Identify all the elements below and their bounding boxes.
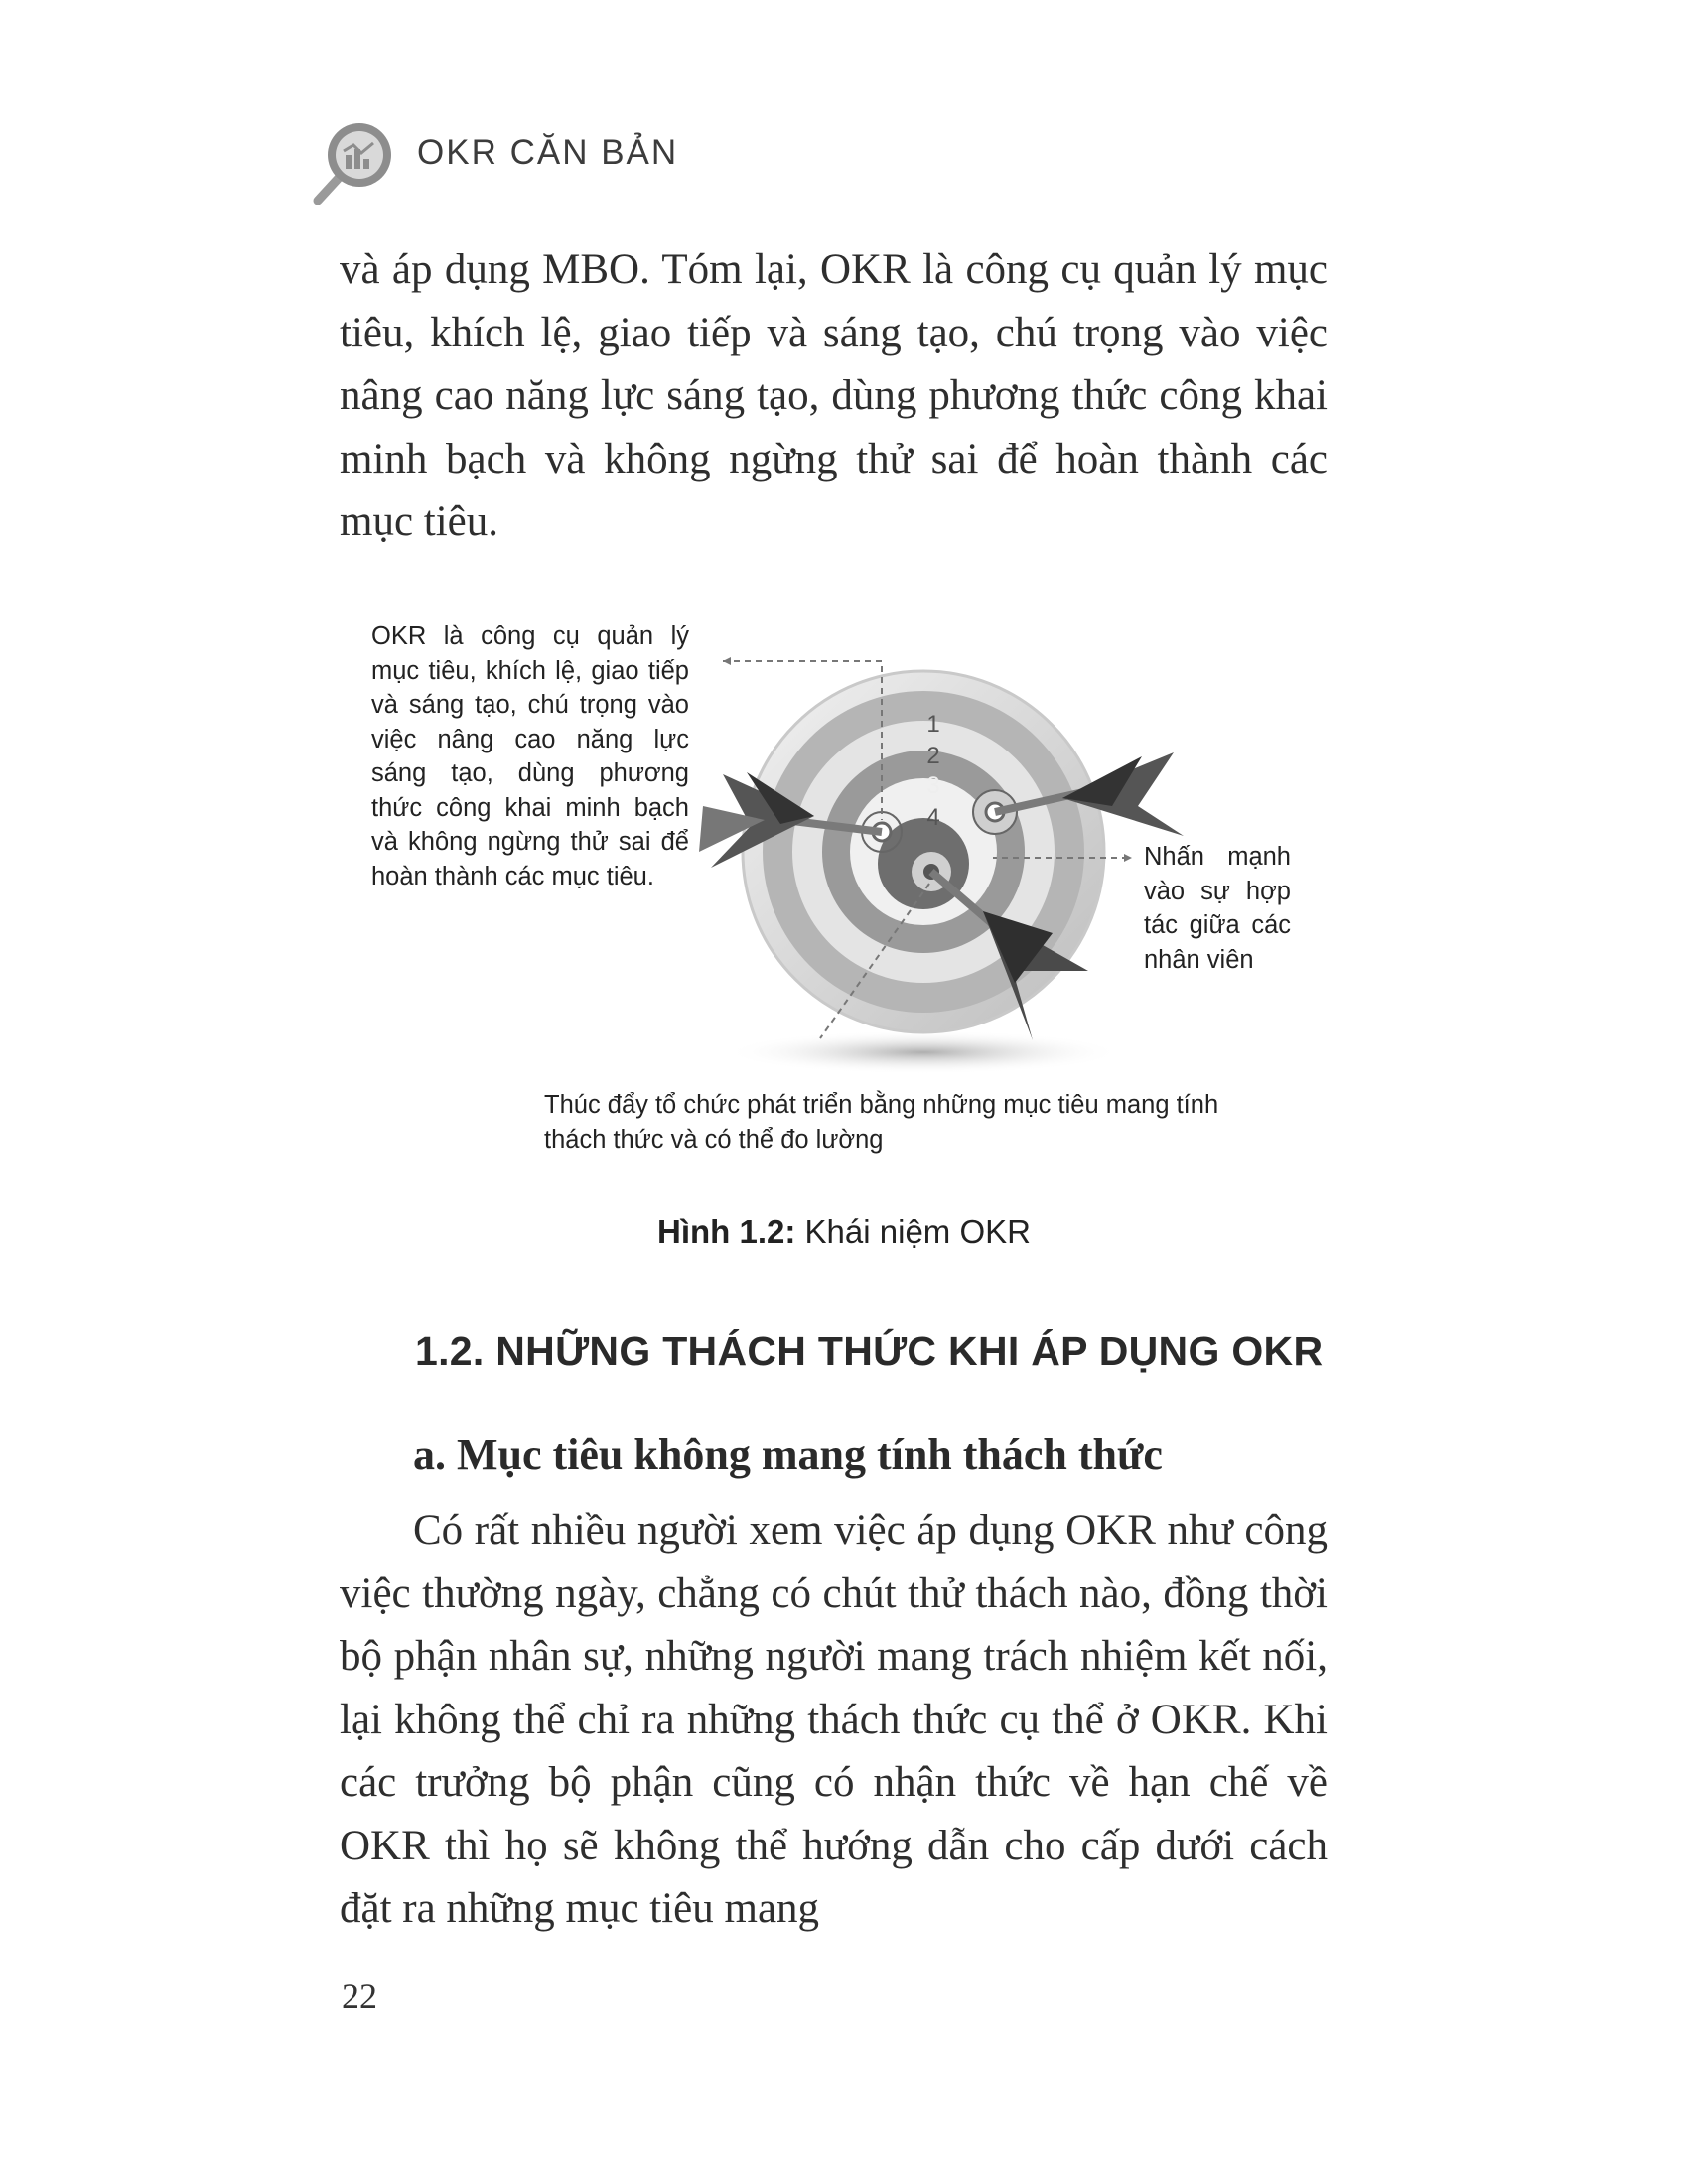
body-paragraph-2: Có rất nhiều người xem việc áp dụng OKR như công việc thường ngày, chẳng có chút thử thách nào, đồng thời bộ phận nhân sự, những người mang trách nhiệm kết nối, lại không thể chỉ ra những thách thức cụ thể ở OKR. Khi các trưởng bộ phận cũng có nhận thức về hạn chế về OKR thì họ sẽ không thể hướng dẫn cho cấp dưới cách đặt ra những mục tiêu mang [340,1507,1328,1932]
callout-left: OKR là công cụ quản lý mục tiêu, khích lệ, giao tiếp và sáng tạo, chú trọng vào việc nâng cao năng lực sáng tạo, dùng phương thức công khai minh bạch và không ngừng thử sai để hoàn thành các mục tiêu. [371,622,689,890]
ring-label-3: 3 [926,772,940,799]
callout-bottom: Thúc đẩy tổ chức phát triển bằng những mục tiêu mang tính thách thức và có thể đo lường [544,1091,1219,1154]
ring-label-1: 1 [926,711,940,738]
section-heading: 1.2. NHỮNG THÁCH THỨC KHI ÁP DỤNG OKR [415,1328,1324,1374]
body-paragraph-1: và áp dụng MBO. Tóm lại, OKR là công cụ quản lý mục tiêu, khích lệ, giao tiếp và sáng tạo, chú trọng vào việc nâng cao năng lực sáng tạo, dùng phương thức công khai minh bạch và không ngừng thử sai để hoàn thành các mục tiêu. [340,246,1328,545]
ring-label-4: 4 [926,804,940,831]
sub-heading: a. Mục tiêu không mang tính thách thức [413,1431,1163,1479]
figure-caption-label: Hình 1.2: [657,1213,796,1250]
board-shadow [725,1030,1122,1074]
running-header-title: OKR CĂN BẢN [417,133,679,172]
page-number: 22 [342,1977,377,2016]
figure-caption-text: Khái niệm OKR [795,1213,1031,1250]
callout-right: Nhấn mạnh vào sự hợp tác giữa các nhân viên [1144,843,1291,974]
figure-caption [0,1213,1688,1251]
ring-label-2: 2 [926,743,940,769]
